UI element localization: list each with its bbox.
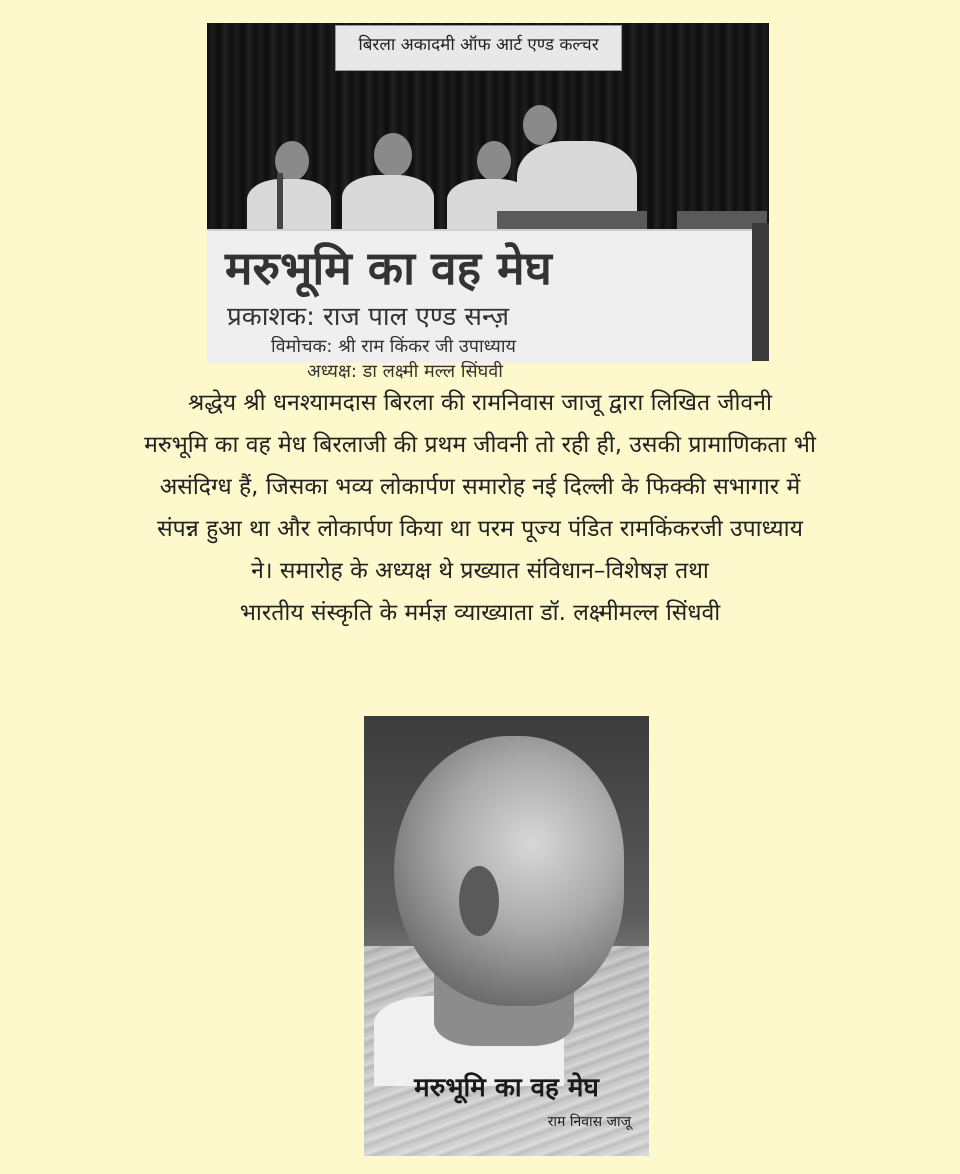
stage-banner: बिरला अकादमी ऑफ आर्ट एण्ड कल्चर xyxy=(335,25,622,71)
caption-line: संपन्न हुआ था और लोकार्पण किया था परम पूज्य पंडित रामकिंकरजी उपाध्याय xyxy=(157,516,803,542)
caption-paragraph xyxy=(30,382,930,634)
book-cover xyxy=(364,716,649,1156)
cover-author: राम निवास जाजू xyxy=(547,1114,631,1130)
table-banner xyxy=(207,229,752,382)
table-edge xyxy=(752,223,769,361)
banner-book-title: मरुभूमि का वह मेघ xyxy=(225,241,552,295)
portrait-head xyxy=(394,736,624,1006)
caption-line: मरुभूमि का वह मेध बिरलाजी की प्रथम जीवनी तो रही ही, उसकी प्रामाणिकता भी xyxy=(144,432,816,458)
caption-line: भारतीय संस्कृति के मर्मज्ञ व्याख्याता डॉ. लक्ष्मीमल्ल सिंधवी xyxy=(239,600,721,626)
banner-publisher: प्रकाशक: राज पाल एण्ड सन्ज़ xyxy=(227,302,510,332)
banner-president: अध्यक्ष: डा लक्ष्मी मल्ल सिंघवी xyxy=(307,361,503,382)
caption-line: असंदिग्ध हैं, जिसका भव्य लोकार्पण समारोह नई दिल्ली के फिक्की सभागार में xyxy=(159,474,801,500)
banner-releaser: विमोचक: श्री राम किंकर जी उपाध्याय xyxy=(271,336,516,357)
person-2 xyxy=(342,133,432,231)
portrait-ear xyxy=(459,866,499,936)
launch-ceremony-photo xyxy=(207,23,769,382)
caption-line: ने। समारोह के अध्यक्ष थे प्रख्यात संविधान–विशेषज्ञ तथा xyxy=(251,558,709,584)
person-1 xyxy=(247,141,327,231)
cover-title: मरुभूमि का वह मेघ xyxy=(414,1073,599,1103)
caption-line: श्रद्धेय श्री धनश्यामदास बिरला की रामनिवास जाजू द्वारा लिखित जीवनी xyxy=(188,390,772,416)
papers-on-table xyxy=(497,211,647,229)
microphone xyxy=(277,173,283,229)
